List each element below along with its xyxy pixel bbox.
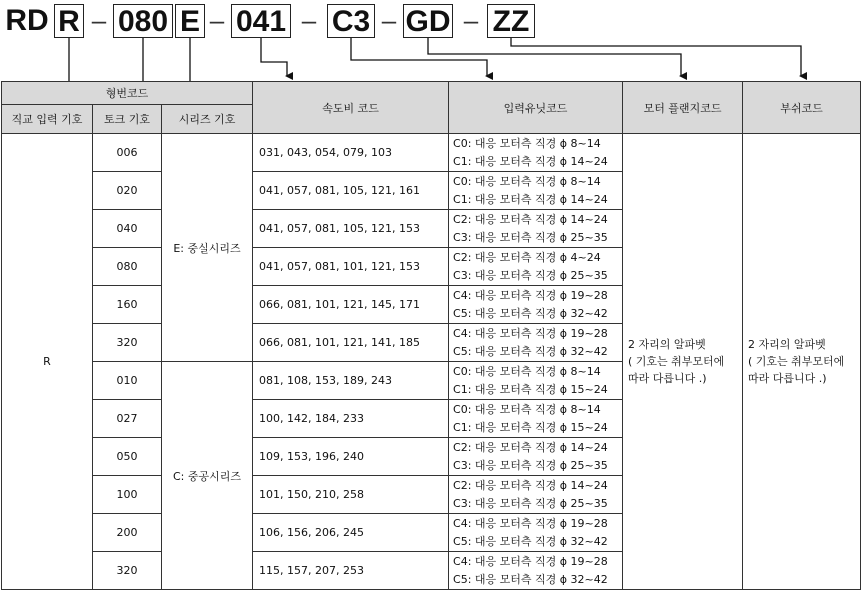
unit-line: C2: 대응 모터측 직경 ϕ 14~24: [453, 440, 608, 454]
model-code: [0, 0, 862, 44]
unit-line: C3: 대응 모터측 직경 ϕ 25~35: [453, 268, 608, 282]
header-torque: 토크 기호: [93, 105, 162, 134]
unit-cell: [449, 438, 623, 476]
note-line: 따라 다릅니다 .): [628, 372, 707, 385]
torque-cell: 027: [93, 400, 162, 438]
note-line: ( 기호는 취부모터에: [748, 355, 845, 368]
ratio-cell: 100, 142, 184, 233: [253, 400, 449, 438]
unit-line: C2: 대응 모터측 직경 ϕ 14~24: [453, 478, 608, 492]
ratio-cell: 041, 057, 081, 105, 121, 153: [253, 210, 449, 248]
code-dash: –: [301, 5, 317, 35]
unit-cell: [449, 552, 623, 590]
unit-line: C1: 대응 모터측 직경 ϕ 15~24: [453, 420, 608, 434]
unit-cell: [449, 514, 623, 552]
unit-line: C5: 대응 모터측 직경 ϕ 32~42: [453, 344, 608, 358]
code-segment-bush: ZZ: [487, 4, 535, 38]
unit-line: C5: 대응 모터측 직경 ϕ 32~42: [453, 572, 608, 586]
code-dash: –: [91, 5, 107, 35]
ratio-cell: 066, 081, 101, 121, 145, 171: [253, 286, 449, 324]
code-segment-torque: 080: [113, 4, 173, 38]
note-line: 2 자리의 알파벳: [748, 338, 826, 351]
ratio-cell: 106, 156, 206, 245: [253, 514, 449, 552]
torque-cell: 040: [93, 210, 162, 248]
note-line: 2 자리의 알파벳: [628, 338, 706, 351]
note-line: 따라 다릅니다 .): [748, 372, 827, 385]
table-row: [2, 134, 861, 172]
unit-line: C0: 대응 모터측 직경 ϕ 8~14: [453, 364, 601, 378]
unit-line: C0: 대응 모터측 직경 ϕ 8~14: [453, 136, 601, 150]
torque-cell: 320: [93, 324, 162, 362]
series-cell: E: 중실시리즈: [162, 134, 253, 362]
unit-cell: [449, 286, 623, 324]
ratio-cell: 066, 081, 101, 121, 141, 185: [253, 324, 449, 362]
unit-line: C4: 대응 모터측 직경 ϕ 19~28: [453, 554, 608, 568]
code-segment-rd: RD: [5, 4, 49, 37]
unit-line: C3: 대응 모터측 직경 ϕ 25~35: [453, 496, 608, 510]
unit-cell: [449, 134, 623, 172]
code-segment-flange: GD: [403, 4, 453, 38]
unit-line: C3: 대응 모터측 직경 ϕ 25~35: [453, 458, 608, 472]
unit-cell: [449, 248, 623, 286]
torque-cell: 010: [93, 362, 162, 400]
unit-line: C2: 대응 모터측 직경 ϕ 14~24: [453, 212, 608, 226]
table-body: [2, 134, 861, 590]
unit-cell: [449, 400, 623, 438]
ratio-cell: 031, 043, 054, 079, 103: [253, 134, 449, 172]
code-segment-series: E: [175, 4, 205, 38]
unit-line: C0: 대응 모터측 직경 ϕ 8~14: [453, 402, 601, 416]
code-segment-input: R: [54, 4, 84, 38]
header-model-group: 형번코드: [2, 82, 253, 105]
unit-line: C5: 대응 모터측 직경 ϕ 32~42: [453, 306, 608, 320]
torque-cell: 200: [93, 514, 162, 552]
header-series: 시리즈 기호: [162, 105, 253, 134]
unit-line: C4: 대응 모터측 직경 ϕ 19~28: [453, 516, 608, 530]
header-ratio: 속도비 코드: [253, 82, 449, 134]
torque-cell: 020: [93, 172, 162, 210]
ratio-cell: 041, 057, 081, 101, 121, 153: [253, 248, 449, 286]
code-dash: –: [463, 5, 479, 35]
unit-line: C4: 대응 모터측 직경 ϕ 19~28: [453, 326, 608, 340]
unit-cell: [449, 362, 623, 400]
unit-cell: [449, 324, 623, 362]
bush-note-cell: [743, 134, 861, 590]
header-flange: 모터 플랜지코드: [623, 82, 743, 134]
unit-line: C1: 대응 모터측 직경 ϕ 15~24: [453, 382, 608, 396]
code-dash: –: [381, 5, 397, 35]
flange-note-cell: [623, 134, 743, 590]
unit-line: C4: 대응 모터측 직경 ϕ 19~28: [453, 288, 608, 302]
code-segment-unit: C3: [327, 4, 375, 38]
torque-cell: 100: [93, 476, 162, 514]
ratio-cell: 101, 150, 210, 258: [253, 476, 449, 514]
unit-cell: [449, 172, 623, 210]
ratio-cell: 081, 108, 153, 189, 243: [253, 362, 449, 400]
ratio-cell: 109, 153, 196, 240: [253, 438, 449, 476]
torque-cell: 050: [93, 438, 162, 476]
unit-line: C1: 대응 모터측 직경 ϕ 14~24: [453, 192, 608, 206]
torque-cell: 160: [93, 286, 162, 324]
torque-cell: 006: [93, 134, 162, 172]
ratio-cell: 115, 157, 207, 253: [253, 552, 449, 590]
unit-line: C3: 대응 모터측 직경 ϕ 25~35: [453, 230, 608, 244]
unit-line: C5: 대응 모터측 직경 ϕ 32~42: [453, 534, 608, 548]
code-dash: –: [209, 5, 225, 35]
ratio-cell: 041, 057, 081, 105, 121, 161: [253, 172, 449, 210]
spec-table: [1, 81, 861, 590]
series-cell: C: 중공시리즈: [162, 362, 253, 590]
unit-line: C1: 대응 모터측 직경 ϕ 14~24: [453, 154, 608, 168]
code-segment-ratio: 041: [231, 4, 291, 38]
input-symbol-cell: R: [2, 134, 93, 590]
unit-line: C0: 대응 모터측 직경 ϕ 8~14: [453, 174, 601, 188]
header-unit: 입력유닛코드: [449, 82, 623, 134]
torque-cell: 320: [93, 552, 162, 590]
header-bush: 부쉬코드: [743, 82, 861, 134]
unit-cell: [449, 476, 623, 514]
unit-cell: [449, 210, 623, 248]
torque-cell: 080: [93, 248, 162, 286]
note-line: ( 기호는 취부모터에: [628, 355, 725, 368]
header-input: 직교 입력 기호: [2, 105, 93, 134]
unit-line: C2: 대응 모터측 직경 ϕ 4~24: [453, 250, 601, 264]
